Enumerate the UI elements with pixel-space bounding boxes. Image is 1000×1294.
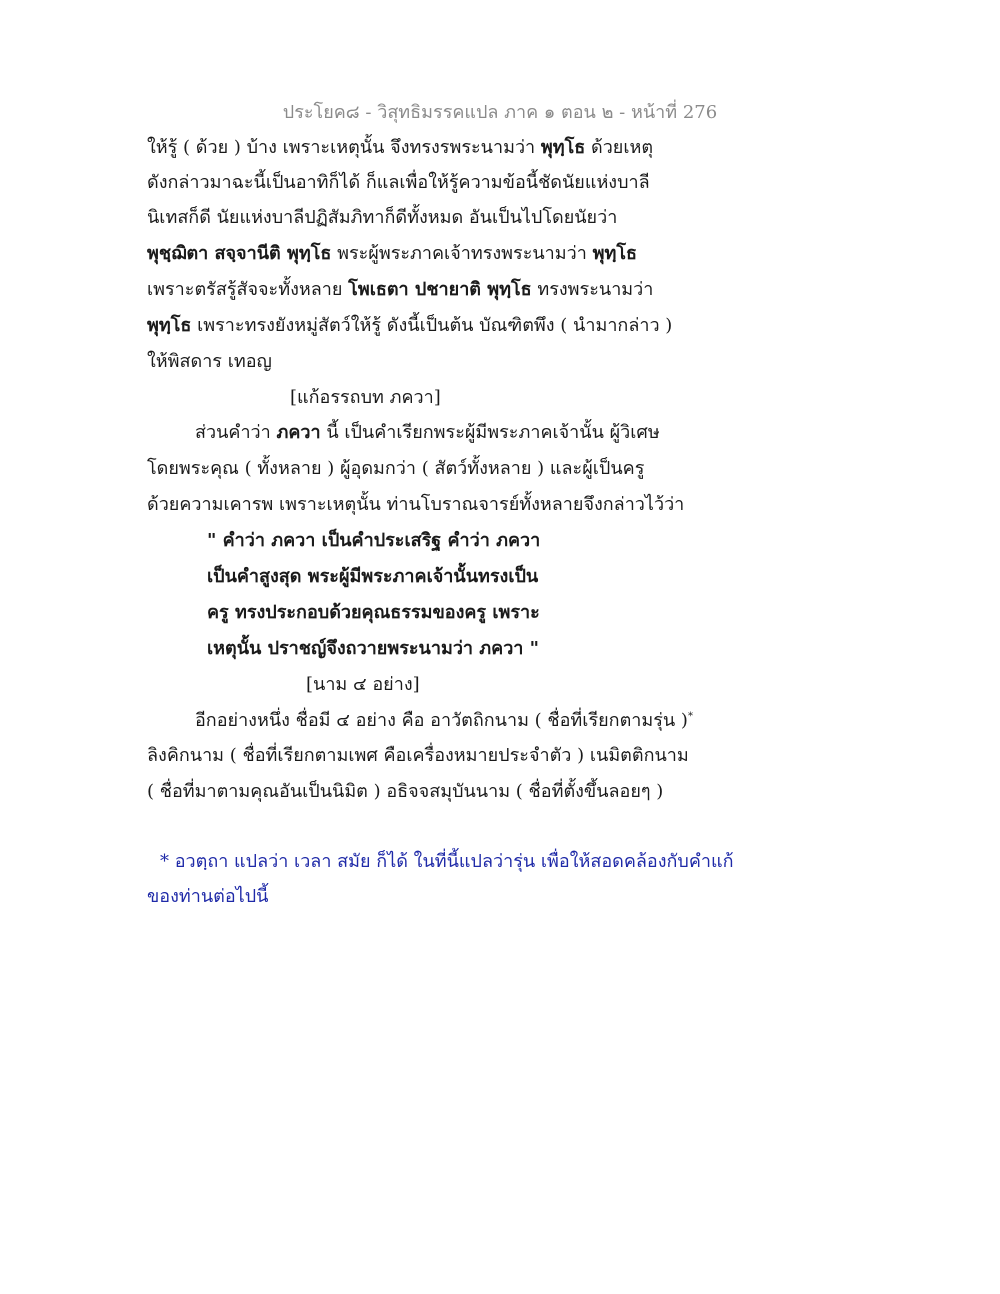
quote-line3: ครู ทรงประกอบด้วยคุณธรรมของครู เพราะ [207, 602, 540, 623]
bold-term: โพเธตา ปชายาติ พุทฺโธ [348, 279, 532, 300]
text: ให้รู้ ( ด้วย ) บ้าง เพราะเหตุนั้น จึงทรงรพระนามว่า [147, 137, 541, 158]
para1-line2: ดังกล่าวมาฉะนี้เป็นอาทิก็ได้ ก็แลเพื่อให้รู้ความข้อนี้ชัดนัยแห่งบาลี [147, 172, 650, 193]
para3-line3: ( ชื่อที่มาตามคุณอันเป็นนิมิต ) อธิจจสมุบันนาม ( ชื่อที่ตั้งขึ้นลอยๆ ) [147, 781, 664, 802]
para3-line2: ลิงคิกนาม ( ชื่อที่เรียกตามเพศ คือเครื่องหมายประจำตัว ) เนมิตติกนาม [147, 745, 689, 766]
bold-term: พุชฺฌิตา สจฺจานีติ พุทฺโธ [147, 243, 332, 264]
section-heading: [แก้อรรถบท ภควา] [290, 387, 441, 408]
text: ส่วนคำว่า [195, 422, 277, 443]
text: พระผู้พระภาคเจ้าทรงพระนามว่า [331, 243, 593, 264]
para1-line4 [147, 242, 637, 266]
bold-term: ภควา [276, 422, 321, 443]
page-header: ประโยค๘ - วิสุทธิมรรคแปล ภาค ๑ ตอน ๒ - หน้าที่ 276 [282, 102, 718, 123]
para3-line1 [195, 709, 693, 733]
bold-term: พุทฺโธ [147, 315, 192, 336]
para2-line1 [195, 421, 660, 445]
text: นี้ เป็นคำเรียกพระผู้มีพระภาคเจ้านั้น ผู้วิเศษ [320, 422, 660, 443]
text: ทรงพระนามว่า [531, 279, 654, 300]
text: เพราะตรัสรู้สัจจะทั้งหลาย [147, 279, 349, 300]
para1-line6 [147, 314, 672, 338]
para1-line1 [147, 136, 653, 160]
footnote-marker: * [687, 711, 693, 722]
para2-line3: ด้วยความเคารพ เพราะเหตุนั้น ท่านโบราณจารย์ทั้งหลายจึงกล่าวไว้ว่า [147, 494, 685, 515]
para1-line5 [147, 278, 653, 302]
bold-term: พุทฺโธ [592, 243, 637, 264]
text: เพราะทรงยังหมู่สัตว์ให้รู้ ดังนี้เป็นต้น บัณฑิตพึง ( นำมากล่าว ) [191, 315, 673, 336]
para2-line2: โดยพระคุณ ( ทั้งหลาย ) ผู้อุดมกว่า ( สัตว์ทั้งหลาย ) และผู้เป็นครู [147, 458, 645, 479]
quote-line1: " คำว่า ภควา เป็นคำประเสริฐ คำว่า ภควา [207, 530, 541, 551]
section-heading: [นาม ๔ อย่าง] [306, 674, 420, 695]
bold-term: พุทฺโธ [540, 137, 586, 158]
quote-line2: เป็นคำสูงสุด พระผู้มีพระภาคเจ้านั้นทรงเป็น [207, 566, 539, 587]
footnote-line2: ของท่านต่อไปนี้ [147, 886, 269, 907]
text: ด้วยเหตุ [585, 137, 654, 158]
text: อีกอย่างหนึ่ง ชื่อมี ๔ อย่าง คือ อาวัตถิกนาม ( ชื่อที่เรียกตามรุ่น ) [195, 710, 688, 731]
para1-line3: นิเทสก็ดี นัยแห่งบาลีปฏิสัมภิทาก็ดีทั้งหมด อันเป็นไปโดยนัยว่า [147, 207, 618, 228]
footnote-line1: * อวตฺถา แปลว่า เวลา สมัย ก็ได้ ในที่นี้แปลว่ารุ่น เพื่อให้สอดคล้องกับคำแก้ [160, 851, 734, 872]
quote-line4: เหตุนั้น ปราชญ์จึงถวายพระนามว่า ภควา " [207, 638, 540, 659]
para1-line7: ให้พิสดาร เทอญ [147, 351, 272, 372]
